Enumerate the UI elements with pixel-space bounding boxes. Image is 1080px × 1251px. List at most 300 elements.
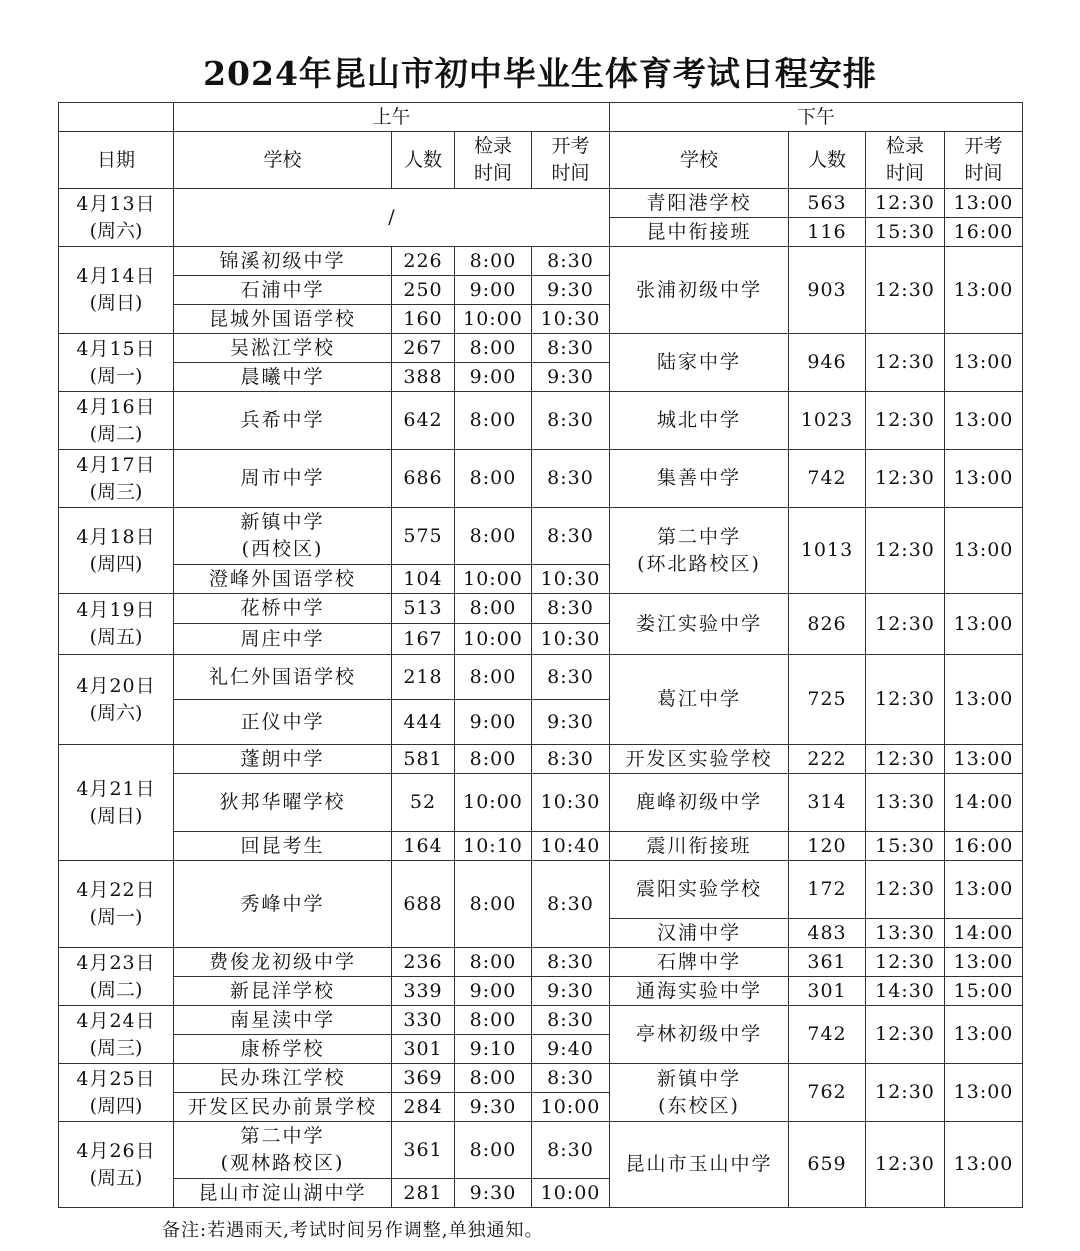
session-header-row <box>59 103 1023 132</box>
morning-start-time-cell: 8:30 <box>532 861 610 948</box>
school-name-line: 石牌中学 <box>657 950 742 973</box>
afternoon-start-time-cell: 15:00 <box>945 977 1023 1006</box>
afternoon-count-cell: 1013 <box>789 508 866 594</box>
table-row <box>59 392 1023 450</box>
morning-count-cell: 642 <box>392 392 455 450</box>
afternoon-count-cell: 725 <box>789 655 866 745</box>
school-name-line: 陆家中学 <box>657 351 742 373</box>
afternoon-start-time-cell: 13:00 <box>945 392 1023 450</box>
school-name-line: 新镇中学 <box>657 1067 742 1090</box>
afternoon-school-cell <box>610 977 789 1006</box>
afternoon-checkin-time-cell: 12:30 <box>866 247 945 334</box>
date-cell <box>59 450 174 508</box>
morning-checkin-time-cell: 8:00 <box>455 247 532 276</box>
afternoon-school-cell <box>610 508 789 594</box>
afternoon-school-cell <box>610 594 789 655</box>
afternoon-start-time-cell: 13:00 <box>945 1122 1023 1208</box>
weekday-label: (周日) <box>89 292 143 314</box>
weekday-label: (周日) <box>89 804 143 827</box>
table-row <box>59 977 1023 1006</box>
morning-school-cell <box>174 655 392 700</box>
afternoon-start-time-cell: 13:00 <box>945 334 1023 392</box>
afternoon-school-cell <box>610 1122 789 1208</box>
afternoon-header: 下午 <box>610 103 1023 132</box>
date-label: 4月25日 <box>76 1067 156 1090</box>
afternoon-checkin-time-cell: 15:30 <box>866 832 945 861</box>
morning-school-cell <box>174 700 392 745</box>
morning-school-cell <box>174 1122 392 1179</box>
morning-school-cell <box>174 1035 392 1064</box>
table-row <box>59 1064 1023 1093</box>
afternoon-checkin-time-cell: 12:30 <box>866 1122 945 1208</box>
checkin-line-2: 时间 <box>886 162 925 184</box>
school-name-line: 花桥中学 <box>240 597 325 619</box>
school-name-line: 民办珠江学校 <box>219 1066 346 1089</box>
weekday-label: (周三) <box>89 480 143 503</box>
morning-count-cell: 250 <box>392 276 455 305</box>
weekday-label: (周二) <box>89 422 143 445</box>
afternoon-start-time-cell: 14:00 <box>945 919 1023 948</box>
morning-checkin-time-cell: 8:00 <box>455 508 532 565</box>
morning-school-cell <box>174 594 392 624</box>
school-name-line: 新昆洋学校 <box>229 979 335 1002</box>
morning-start-time-cell: 10:30 <box>532 624 610 655</box>
afternoon-start-time-cell: 13:00 <box>945 745 1023 774</box>
school-name-line: 周市中学 <box>240 467 325 489</box>
morning-start-time-cell: 9:30 <box>532 363 610 392</box>
morning-checkin-time-cell: 10:00 <box>455 774 532 832</box>
morning-count-cell: 236 <box>392 948 455 977</box>
table-row <box>59 189 1023 218</box>
morning-count-cell: 444 <box>392 700 455 745</box>
afternoon-checkin-time-cell: 15:30 <box>866 218 945 247</box>
morning-checkin-time-cell: 9:00 <box>455 276 532 305</box>
morning-count-cell: 686 <box>392 450 455 508</box>
morning-start-header <box>532 132 610 189</box>
table-row <box>59 948 1023 977</box>
morning-checkin-time-cell: 9:10 <box>455 1035 532 1064</box>
afternoon-school-cell <box>610 832 789 861</box>
date-label: 4月13日 <box>76 192 156 215</box>
morning-start-time-cell: 10:30 <box>532 774 610 832</box>
afternoon-checkin-time-cell: 14:30 <box>866 977 945 1006</box>
school-name-line: (观林路校区) <box>220 1152 345 1174</box>
afternoon-checkin-time-cell: 12:30 <box>866 594 945 655</box>
date-cell <box>59 655 174 745</box>
morning-count-cell: 575 <box>392 508 455 565</box>
date-cell <box>59 861 174 948</box>
table-row <box>59 745 1023 774</box>
afternoon-count-header: 人数 <box>789 132 866 189</box>
afternoon-count-cell: 762 <box>789 1064 866 1122</box>
afternoon-checkin-time-cell: 12:30 <box>866 1006 945 1064</box>
school-name-line: 第二中学 <box>657 525 742 548</box>
school-name-line: 震川衔接班 <box>646 834 752 857</box>
morning-count-cell: 581 <box>392 745 455 774</box>
afternoon-count-cell: 903 <box>789 247 866 334</box>
afternoon-school-cell <box>610 655 789 745</box>
morning-checkin-time-cell: 9:30 <box>455 1093 532 1122</box>
afternoon-start-time-cell: 13:00 <box>945 247 1023 334</box>
afternoon-count-cell: 946 <box>789 334 866 392</box>
afternoon-start-time-cell: 13:00 <box>945 861 1023 919</box>
morning-start-time-cell: 10:00 <box>532 1179 610 1208</box>
afternoon-start-time-cell: 13:00 <box>945 189 1023 218</box>
morning-school-cell <box>174 450 392 508</box>
school-name-line: 震阳实验学校 <box>636 878 763 900</box>
weekday-label: (周一) <box>89 906 143 928</box>
morning-start-time-cell: 10:30 <box>532 305 610 334</box>
afternoon-school-cell <box>610 218 789 247</box>
morning-checkin-time-cell: 8:00 <box>455 594 532 624</box>
afternoon-count-cell: 301 <box>789 977 866 1006</box>
morning-count-cell: 160 <box>392 305 455 334</box>
morning-start-time-cell: 8:30 <box>532 1064 610 1093</box>
date-header: 日期 <box>59 132 174 189</box>
morning-start-time-cell: 10:30 <box>532 565 610 594</box>
date-cell <box>59 189 174 247</box>
checkin-line-1: 检录 <box>886 135 925 157</box>
morning-checkin-time-cell: 10:00 <box>455 624 532 655</box>
date-label: 4月15日 <box>76 337 156 360</box>
morning-school-cell <box>174 1093 392 1122</box>
morning-count-cell: 226 <box>392 247 455 276</box>
morning-count-cell: 167 <box>392 624 455 655</box>
date-label: 4月23日 <box>76 951 156 974</box>
weekday-label: (周四) <box>89 1094 143 1117</box>
morning-school-cell <box>174 565 392 594</box>
afternoon-checkin-header <box>866 132 945 189</box>
afternoon-school-cell <box>610 247 789 334</box>
start-line-2: 时间 <box>551 162 590 184</box>
afternoon-checkin-time-cell: 13:30 <box>866 774 945 832</box>
column-header-row <box>59 132 1023 189</box>
school-name-line: 集善中学 <box>657 467 742 489</box>
afternoon-start-time-cell: 13:00 <box>945 1006 1023 1064</box>
date-cell <box>59 745 174 861</box>
school-name-line: (环北路校区) <box>637 552 761 575</box>
morning-count-cell: 388 <box>392 363 455 392</box>
weekday-label: (周一) <box>89 364 143 387</box>
weekday-label: (周四) <box>89 552 143 575</box>
date-cell <box>59 1006 174 1064</box>
weekday-label: (周三) <box>89 1036 143 1059</box>
afternoon-checkin-time-cell: 12:30 <box>866 392 945 450</box>
school-name-line: 周庄中学 <box>240 627 325 650</box>
morning-school-cell <box>174 745 392 774</box>
afternoon-start-time-cell: 13:00 <box>945 1064 1023 1122</box>
afternoon-school-cell <box>610 1064 789 1122</box>
afternoon-count-cell: 659 <box>789 1122 866 1208</box>
date-label: 4月14日 <box>76 265 156 287</box>
afternoon-start-time-cell: 16:00 <box>945 218 1023 247</box>
morning-count-cell: 281 <box>392 1179 455 1208</box>
table-row <box>59 832 1023 861</box>
afternoon-count-cell: 314 <box>789 774 866 832</box>
afternoon-school-cell <box>610 745 789 774</box>
table-row <box>59 1006 1023 1035</box>
afternoon-count-cell: 172 <box>789 861 866 919</box>
morning-start-time-cell: 8:30 <box>532 247 610 276</box>
school-name-line: 通海实验中学 <box>636 979 763 1002</box>
morning-start-time-cell: 9:30 <box>532 700 610 745</box>
start-line-2: 时间 <box>964 162 1003 184</box>
afternoon-start-time-cell: 13:00 <box>945 655 1023 745</box>
school-name-line: (西校区) <box>241 538 324 560</box>
school-name-line: 锦溪初级中学 <box>219 249 346 272</box>
afternoon-school-cell <box>610 774 789 832</box>
school-name-line: 费俊龙初级中学 <box>208 950 356 973</box>
morning-checkin-time-cell: 8:00 <box>455 392 532 450</box>
date-label: 4月26日 <box>76 1139 156 1162</box>
morning-school-cell <box>174 1179 392 1208</box>
afternoon-checkin-time-cell: 13:30 <box>866 919 945 948</box>
page-title: 2024年昆山市初中毕业生体育考试日程安排 <box>203 54 877 93</box>
morning-school-cell <box>174 392 392 450</box>
afternoon-checkin-time-cell: 12:30 <box>866 450 945 508</box>
morning-count-cell: 218 <box>392 655 455 700</box>
morning-count-header: 人数 <box>392 132 455 189</box>
morning-school-cell <box>174 363 392 392</box>
morning-count-cell: 513 <box>392 594 455 624</box>
morning-checkin-header <box>455 132 532 189</box>
morning-school-cell <box>174 334 392 363</box>
school-name-line: 蓬朗中学 <box>240 747 325 770</box>
school-name-line: 汉浦中学 <box>657 921 742 944</box>
start-line-1: 开考 <box>551 135 590 157</box>
afternoon-count-cell: 116 <box>789 218 866 247</box>
school-name-line: 秀峰中学 <box>240 892 325 915</box>
school-name-line: 澄峰外国语学校 <box>208 567 356 590</box>
morning-school-cell <box>174 977 392 1006</box>
morning-school-cell <box>174 276 392 305</box>
school-name-line: 鹿峰初级中学 <box>636 791 763 813</box>
morning-school-cell <box>174 508 392 565</box>
afternoon-count-cell: 563 <box>789 189 866 218</box>
afternoon-checkin-time-cell: 12:30 <box>866 861 945 919</box>
afternoon-checkin-time-cell: 12:30 <box>866 948 945 977</box>
morning-checkin-time-cell: 9:00 <box>455 700 532 745</box>
morning-school-cell <box>174 1064 392 1093</box>
morning-school-cell <box>174 948 392 977</box>
morning-school-cell <box>174 1006 392 1035</box>
morning-start-time-cell: 8:30 <box>532 392 610 450</box>
school-name-line: 吴淞江学校 <box>229 336 335 359</box>
morning-count-cell: 104 <box>392 565 455 594</box>
school-name-line: 昆城外国语学校 <box>208 307 356 330</box>
afternoon-checkin-time-cell: 12:30 <box>866 745 945 774</box>
morning-checkin-time-cell: 10:10 <box>455 832 532 861</box>
morning-checkin-time-cell: 8:00 <box>455 1006 532 1035</box>
afternoon-checkin-time-cell: 12:30 <box>866 1064 945 1122</box>
school-name-line: 亭林初级中学 <box>636 1023 763 1045</box>
date-cell <box>59 948 174 1006</box>
morning-count-cell: 339 <box>392 977 455 1006</box>
morning-checkin-time-cell: 10:00 <box>455 305 532 334</box>
table-row <box>59 247 1023 276</box>
date-label: 4月22日 <box>76 879 156 901</box>
afternoon-checkin-time-cell: 12:30 <box>866 508 945 594</box>
start-line-1: 开考 <box>964 135 1003 157</box>
afternoon-start-time-cell: 14:00 <box>945 774 1023 832</box>
school-name-line: 礼仁外国语学校 <box>208 665 356 688</box>
school-name-line: 第二中学 <box>240 1125 325 1147</box>
morning-school-cell <box>174 624 392 655</box>
morning-checkin-time-cell: 9:30 <box>455 1179 532 1208</box>
school-name-line: 娄江实验中学 <box>636 612 763 635</box>
afternoon-checkin-time-cell: 12:30 <box>866 655 945 745</box>
date-label: 4月17日 <box>76 453 156 476</box>
morning-checkin-time-cell: 8:00 <box>455 1064 532 1093</box>
morning-start-time-cell: 8:30 <box>532 745 610 774</box>
morning-checkin-time-cell: 8:00 <box>455 450 532 508</box>
afternoon-count-cell: 222 <box>789 745 866 774</box>
morning-start-time-cell: 8:30 <box>532 948 610 977</box>
school-name-line: 昆山市玉山中学 <box>625 1153 773 1175</box>
morning-checkin-time-cell: 8:00 <box>455 745 532 774</box>
weekday-label: (周五) <box>89 1166 143 1189</box>
school-name-line: 兵希中学 <box>240 409 325 431</box>
afternoon-school-cell <box>610 861 789 919</box>
morning-checkin-time-cell: 9:00 <box>455 363 532 392</box>
afternoon-start-header <box>945 132 1023 189</box>
morning-checkin-time-cell: 8:00 <box>455 1122 532 1179</box>
school-name-line: 昆中衔接班 <box>646 220 752 243</box>
morning-start-time-cell: 9:30 <box>532 276 610 305</box>
date-label: 4月20日 <box>76 674 156 697</box>
school-name-line: 开发区实验学校 <box>625 747 773 770</box>
date-cell <box>59 594 174 655</box>
morning-start-time-cell: 9:40 <box>532 1035 610 1064</box>
table-row <box>59 594 1023 624</box>
morning-start-time-cell: 8:30 <box>532 450 610 508</box>
table-row <box>59 334 1023 363</box>
afternoon-school-cell <box>610 334 789 392</box>
afternoon-count-cell: 742 <box>789 1006 866 1064</box>
date-label: 4月19日 <box>76 599 156 621</box>
afternoon-school-cell <box>610 1006 789 1064</box>
afternoon-count-cell: 120 <box>789 832 866 861</box>
morning-school-cell <box>174 774 392 832</box>
morning-school-cell <box>174 305 392 334</box>
date-label: 4月24日 <box>76 1009 156 1032</box>
morning-count-cell: 361 <box>392 1122 455 1179</box>
afternoon-start-time-cell: 13:00 <box>945 948 1023 977</box>
afternoon-school-header: 学校 <box>610 132 789 189</box>
date-label: 4月21日 <box>76 777 156 800</box>
morning-start-time-cell: 9:30 <box>532 977 610 1006</box>
morning-count-cell: 52 <box>392 774 455 832</box>
afternoon-count-cell: 826 <box>789 594 866 655</box>
date-cell <box>59 1122 174 1208</box>
morning-school-cell <box>174 247 392 276</box>
table-row <box>59 1122 1023 1179</box>
school-name-line: 城北中学 <box>657 409 742 431</box>
morning-count-cell: 369 <box>392 1064 455 1093</box>
checkin-line-2: 时间 <box>473 162 512 184</box>
morning-checkin-time-cell: 10:00 <box>455 565 532 594</box>
table-row <box>59 774 1023 832</box>
morning-start-time-cell: 8:30 <box>532 655 610 700</box>
school-name-line: 青阳港学校 <box>646 191 752 214</box>
date-cell <box>59 247 174 334</box>
school-name-line: 石浦中学 <box>240 278 325 301</box>
afternoon-start-time-cell: 13:00 <box>945 508 1023 594</box>
school-name-line: 正仪中学 <box>240 710 325 733</box>
afternoon-checkin-time-cell: 12:30 <box>866 334 945 392</box>
morning-count-cell: 330 <box>392 1006 455 1035</box>
afternoon-school-cell <box>610 189 789 218</box>
morning-checkin-time-cell: 8:00 <box>455 655 532 700</box>
morning-checkin-time-cell: 9:00 <box>455 977 532 1006</box>
morning-empty-cell: / <box>174 189 610 247</box>
school-name-line: 狄邦华曜学校 <box>219 791 346 813</box>
afternoon-count-cell: 1023 <box>789 392 866 450</box>
date-cell <box>59 1064 174 1122</box>
afternoon-checkin-time-cell: 12:30 <box>866 189 945 218</box>
morning-count-cell: 284 <box>392 1093 455 1122</box>
morning-header: 上午 <box>174 103 610 132</box>
afternoon-start-time-cell: 16:00 <box>945 832 1023 861</box>
morning-start-time-cell: 8:30 <box>532 1006 610 1035</box>
date-label: 4月18日 <box>76 525 156 548</box>
table-row <box>59 508 1023 565</box>
date-cell <box>59 392 174 450</box>
school-name-line: 晨曦中学 <box>240 365 325 388</box>
morning-checkin-time-cell: 8:00 <box>455 334 532 363</box>
afternoon-school-cell <box>610 392 789 450</box>
school-name-line: 昆山市淀山湖中学 <box>198 1181 367 1204</box>
date-cell <box>59 508 174 594</box>
morning-school-cell <box>174 832 392 861</box>
school-name-line: 回昆考生 <box>240 834 325 857</box>
schedule-table <box>58 102 1023 1208</box>
afternoon-school-cell <box>610 948 789 977</box>
blank-corner-cell <box>59 103 174 132</box>
weekday-label: (周五) <box>89 626 143 648</box>
morning-count-cell: 688 <box>392 861 455 948</box>
weekday-label: (周六) <box>89 701 143 724</box>
afternoon-count-cell: 742 <box>789 450 866 508</box>
weekday-label: (周六) <box>89 219 143 242</box>
morning-start-time-cell: 8:30 <box>532 594 610 624</box>
school-name-line: 南星渎中学 <box>229 1008 335 1031</box>
morning-start-time-cell: 8:30 <box>532 1122 610 1179</box>
schedule-body <box>59 103 1023 1208</box>
morning-count-cell: 301 <box>392 1035 455 1064</box>
morning-start-time-cell: 8:30 <box>532 508 610 565</box>
footnote: 备注:若遇雨天,考试时间另作调整,单独通知。 <box>162 1220 544 1241</box>
morning-count-cell: 164 <box>392 832 455 861</box>
afternoon-start-time-cell: 13:00 <box>945 594 1023 655</box>
morning-count-cell: 267 <box>392 334 455 363</box>
afternoon-start-time-cell: 13:00 <box>945 450 1023 508</box>
morning-start-time-cell: 10:00 <box>532 1093 610 1122</box>
school-name-line: 开发区民办前景学校 <box>187 1095 377 1118</box>
school-name-line: 张浦初级中学 <box>636 278 763 301</box>
school-name-line: 新镇中学 <box>240 511 325 533</box>
school-name-line: (东校区) <box>658 1094 740 1117</box>
table-row <box>59 450 1023 508</box>
table-row <box>59 655 1023 700</box>
school-name-line: 葛江中学 <box>657 688 742 710</box>
table-row <box>59 861 1023 919</box>
school-name-line: 康桥学校 <box>240 1037 325 1060</box>
morning-school-header: 学校 <box>174 132 392 189</box>
weekday-label: (周二) <box>89 978 143 1001</box>
morning-school-cell <box>174 861 392 948</box>
morning-checkin-time-cell: 8:00 <box>455 861 532 948</box>
